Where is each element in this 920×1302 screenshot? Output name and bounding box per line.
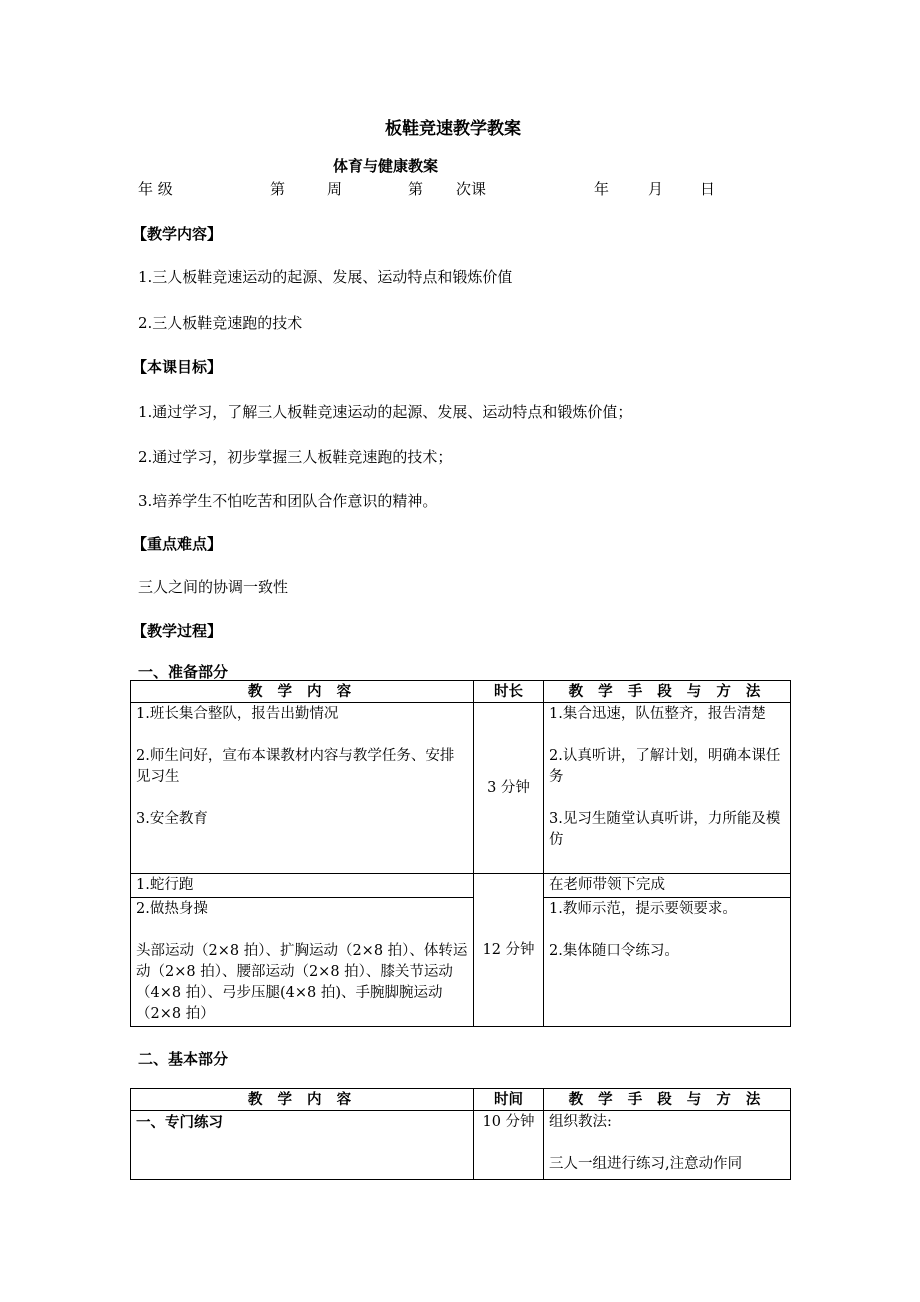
row2-method-b-1: 1.教师示范，提示要领要求。 xyxy=(549,901,737,917)
t2-method-cell xyxy=(544,1111,791,1180)
header-time: 时长 xyxy=(474,681,544,703)
week-label-b: 周 xyxy=(327,180,343,198)
row1-content-1: 1.班长集合整队，报告出勤情况 xyxy=(136,706,339,722)
key-heading: 【重点难点】 xyxy=(132,535,223,553)
header-content: 教 学 内 容 xyxy=(131,1089,474,1111)
row2-content-b-cell xyxy=(131,898,474,1027)
row2-method-b-2: 2.集体随口令练习。 xyxy=(549,943,679,959)
table-row xyxy=(131,1111,791,1180)
t2-time-cell xyxy=(474,1111,544,1180)
table-header-row xyxy=(131,1089,791,1111)
row1-time: 3 分钟 xyxy=(487,779,530,796)
t2-content: 一、专门练习 xyxy=(136,1114,223,1131)
prep-table xyxy=(130,680,791,1027)
week-label-a: 第 xyxy=(270,180,286,198)
t2-time: 10 分钟 xyxy=(482,1114,535,1130)
row1-time-cell xyxy=(474,703,544,874)
content-heading: 【教学内容】 xyxy=(132,225,223,243)
table-row xyxy=(131,898,791,1027)
basic-table xyxy=(130,1088,791,1180)
month-label: 月 xyxy=(648,180,664,198)
table-header-row xyxy=(131,681,791,703)
t2-method-2: 三人一组进行练习,注意动作同 xyxy=(549,1156,743,1172)
row1-method-cell xyxy=(544,703,791,874)
table-row xyxy=(131,874,791,898)
goals-heading: 【本课目标】 xyxy=(132,358,223,376)
part1-heading: 一、准备部分 xyxy=(138,663,229,681)
row1-content-2: 2.师生问好，宣布本课教材内容与教学任务、安排见习生 xyxy=(136,748,455,785)
table-row xyxy=(131,703,791,874)
row2-method-b-cell xyxy=(544,898,791,1027)
goal-item-1: 1.通过学习，了解三人板鞋竞速运动的起源、发展、运动特点和锻炼价值； xyxy=(138,403,633,421)
row1-content-3: 3.安全教育 xyxy=(136,811,208,827)
subtitle: 体育与健康教案 xyxy=(333,157,439,175)
row1-method-2: 2.认真听讲，了解计划，明确本课任务 xyxy=(549,748,781,785)
part2-heading: 二、基本部分 xyxy=(138,1050,229,1068)
process-heading: 【教学过程】 xyxy=(132,622,223,640)
t2-content-cell xyxy=(131,1111,474,1180)
content-item-2: 2.三人板鞋竞速跑的技术 xyxy=(138,314,303,332)
row2-time-cell xyxy=(474,874,544,1027)
page-title: 板鞋竞速教学教案 xyxy=(385,119,521,139)
row2-method-a: 在老师带领下完成 xyxy=(549,877,665,893)
goal-item-2: 2.通过学习，初步掌握三人板鞋竞速跑的技术； xyxy=(138,448,453,466)
row2-content-a: 1.蛇行跑 xyxy=(136,877,194,893)
row2-content-a-cell xyxy=(131,874,474,898)
row2-content-c: 头部运动（2×8 拍）、扩胸运动（2×8 拍）、体转运动（2×8 拍）、腰部运动（2×8 拍）、膝关节运动（4×8 拍）、弓步压腿(4×8 拍)、手腕脚腕运动（2×8 拍） xyxy=(136,943,468,1022)
lesson-label-a: 第 xyxy=(408,180,424,198)
year-label: 年 xyxy=(594,180,610,198)
row1-content-cell xyxy=(131,703,474,874)
row1-method-3: 3.见习生随堂认真听讲，力所能及模仿 xyxy=(549,811,781,848)
lesson-label-b: 次课 xyxy=(456,180,487,198)
row2-content-b: 2.做热身操 xyxy=(136,901,208,917)
key-text: 三人之间的协调一致性 xyxy=(138,578,289,596)
header-method: 教 学 手 段 与 方 法 xyxy=(544,1089,791,1111)
row1-method-1: 1.集合迅速，队伍整齐，报告清楚 xyxy=(549,706,766,722)
day-label: 日 xyxy=(700,180,716,198)
header-content: 教 学 内 容 xyxy=(131,681,474,703)
row2-time: 12 分钟 xyxy=(482,941,535,958)
goal-item-3: 3.培养学生不怕吃苦和团队合作意识的精神。 xyxy=(138,492,438,510)
header-method: 教 学 手 段 与 方 法 xyxy=(544,681,791,703)
header-time: 时间 xyxy=(474,1089,544,1111)
row2-method-a-cell xyxy=(544,874,791,898)
grade-label: 年 级 xyxy=(138,180,173,198)
content-item-1: 1.三人板鞋竞速运动的起源、发展、运动特点和锻炼价值 xyxy=(138,268,513,286)
t2-method-1: 组织教法: xyxy=(549,1114,612,1130)
